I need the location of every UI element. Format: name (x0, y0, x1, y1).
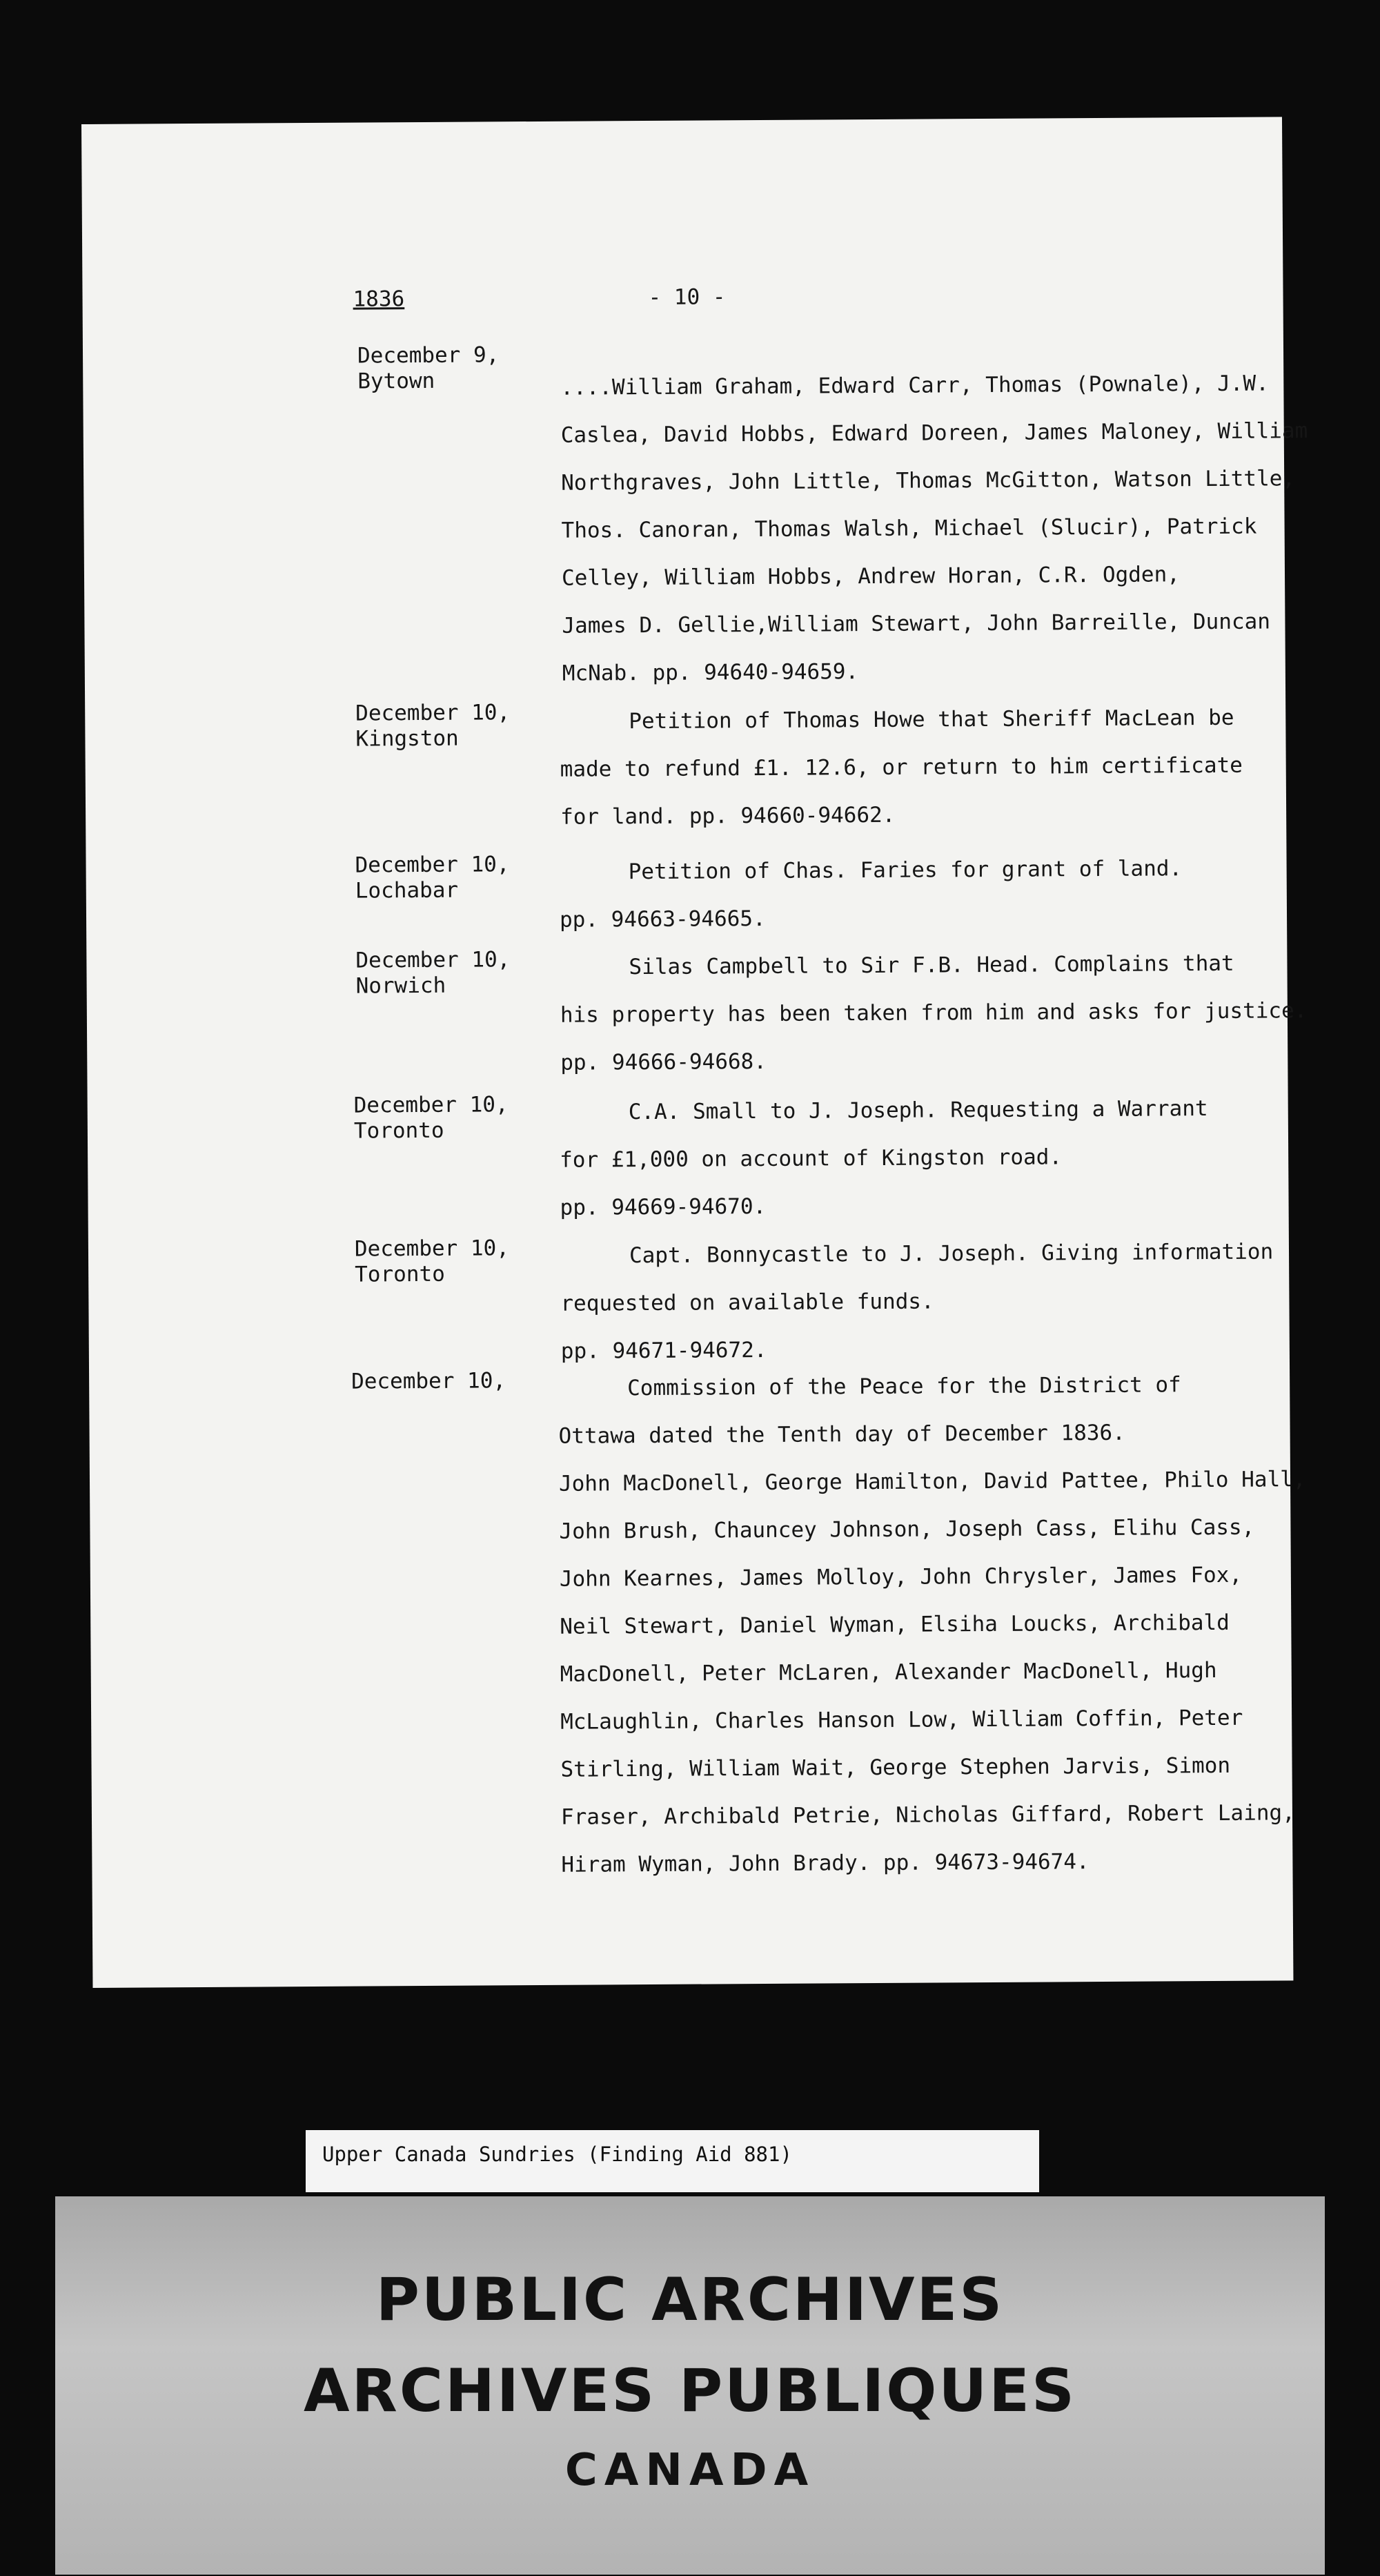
entry-text: Petition of Chas. Faries for grant of land. pp. 94663-94665. (559, 856, 1183, 933)
stamp-line-french: ARCHIVES PUBLIQUES (304, 2357, 1076, 2426)
entry-date: December 10, (351, 1368, 506, 1394)
entry-text: ....William Graham, Edward Carr, Thomas (Pownale), J.W. Caslea, David Hobbs, Edward Doreen, James Maloney, William Northgraves, John Little, Thomas McGitton, Watson Little, Thos. Canoran, Thomas Walsh, Michael (Slucir), Patrick Celley, William Hobbs, Andrew Horan, C.R. Ogden, James D. Gellie,William Stewart, John Barreille, Duncan McNab. pp. 94640-94659. (560, 371, 1308, 686)
stamp-line-english: PUBLIC ARCHIVES (375, 2265, 1005, 2334)
entry-text: Capt. Bonnycastle to J. Joseph. Giving information requested on available funds. pp. 94671-94672. (560, 1239, 1274, 1364)
year-heading: 1836 (353, 286, 405, 312)
page-number: - 10 - (648, 284, 726, 310)
entry-date: December 10, Kingston (355, 700, 511, 752)
entry-text: C.A. Small to J. Joseph. Requesting a Warrant for £1,000 on account of Kingston road. pp. 94669-94670. (560, 1096, 1208, 1220)
entry-text: Commission of the Peace for the District of Ottawa dated the Tenth day of December 1836. John MacDonell, George Hamilton, David Pattee, Philo Hall, John Brush, Chauncey Johnson, Joseph Cass, Elihu Cass, John Kearnes, James Molloy, John Chrysler, James Fox, Neil Stewart, Daniel Wyman, Elsiha Loucks, Archibald MacDonell, Peter McLaren, Alexander MacDonell, Hugh McLaughlin, Charles Hanson Low, William Coffin, Peter Stirling, William Wait, George Stephen Jarvis, Simon Fraser, Archibald Petrie, Nicholas Giffard, Robert Laing, Hiram Wyman, John Brady. pp. 94673-94674. (558, 1372, 1306, 1877)
entry-date: December 10, Lochabar (355, 852, 510, 904)
finding-aid-label: Upper Canada Sundries (Finding Aid 881) (306, 2130, 1039, 2192)
entry-date: December 9, Bytown (357, 342, 500, 394)
archives-stamp (55, 2196, 1325, 2575)
entry-date: December 10, Toronto (353, 1092, 509, 1144)
stamp-line-country: CANADA (564, 2445, 816, 2496)
entry-text: Petition of Thomas Howe that Sheriff MacLean be made to refund £1. 12.6, or return to him certificate for land. pp. 94660-94662. (560, 705, 1243, 830)
entry-date: December 10, Norwich (355, 947, 511, 999)
entry-date: December 10, Toronto (354, 1236, 510, 1287)
entry-text: Silas Campbell to Sir F.B. Head. Complains that his property has been taken from him and asks for justice. pp. 94666-94668. (560, 950, 1308, 1075)
document-page (81, 117, 1308, 1988)
